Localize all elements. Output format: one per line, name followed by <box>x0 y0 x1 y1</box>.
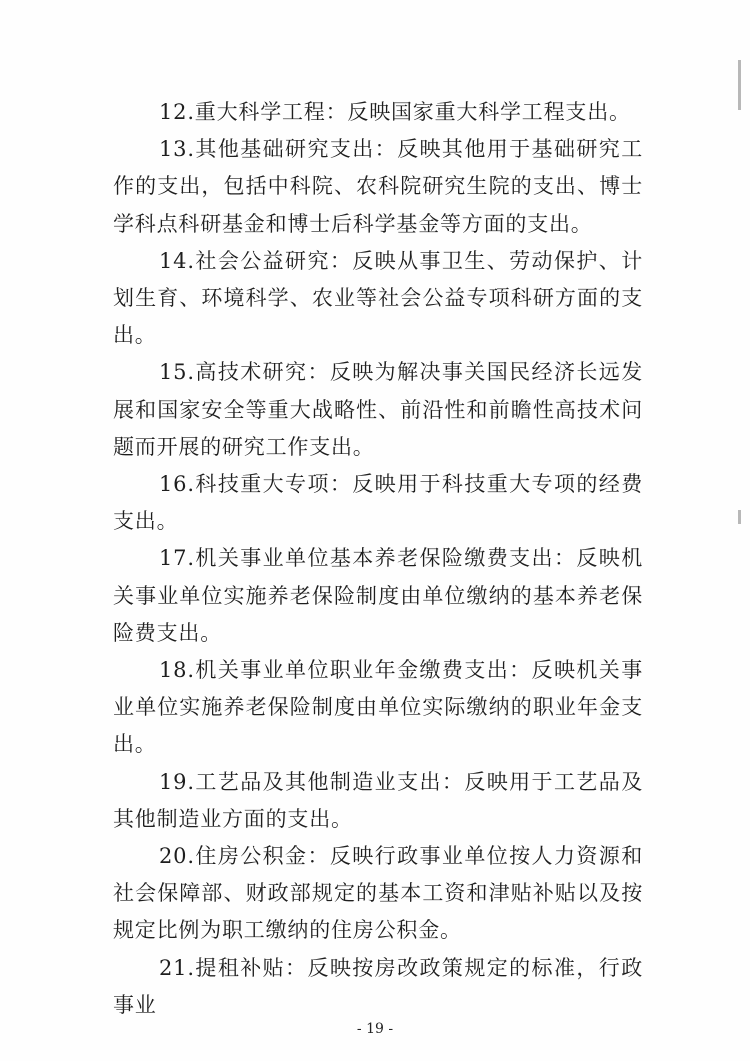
scan-edge-marks <box>738 20 746 1020</box>
paragraph-item-17: 17.机关事业单位基本养老保险缴费支出：反映机关事业单位实施养老保险制度由单位缴纳的基本养老保险费支出。 <box>113 546 643 645</box>
paragraph-item-14: 14.社会公益研究：反映从事卫生、劳动保护、计划生育、环境科学、农业等社会公益专项科研方面的支出。 <box>113 248 643 348</box>
body-text <box>113 94 643 1024</box>
paragraph-item-21: 21.提租补贴：反映按房改政策规定的标准，行政事业 <box>113 955 643 1017</box>
paragraph-item-12: 12.重大科学工程：反映国家重大科学工程支出。 <box>159 100 631 124</box>
paragraph-item-20: 20.住房公积金：反映行政事业单位按人力资源和社会保障部、财政部规定的基本工资和津贴补贴以及按规定比例为职工缴纳的住房公积金。 <box>113 844 643 943</box>
paragraph-item-13: 13.其他基础研究支出：反映其他用于基础研究工作的支出，包括中科院、农科院研究生院的支出、博士学科点科研基金和博士后科学基金等方面的支出。 <box>113 137 643 236</box>
paragraph-item-19: 19.工艺品及其他制造业支出：反映用于工艺品及其他制造业方面的支出。 <box>113 769 643 831</box>
paragraph-item-16: 16.科技重大专项：反映用于科技重大专项的经费支出。 <box>113 472 643 534</box>
page-number: - 19 - <box>356 1021 394 1037</box>
paragraph-item-15: 15.高技术研究：反映为解决事关国民经济长远发展和国家安全等重大战略性、前沿性和前瞻性高技术问题而开展的研究工作支出。 <box>113 360 643 459</box>
paragraph-item-18: 18.机关事业单位职业年金缴费支出：反映机关事业单位实施养老保险制度由单位实际缴纳的职业年金支出。 <box>113 658 643 757</box>
